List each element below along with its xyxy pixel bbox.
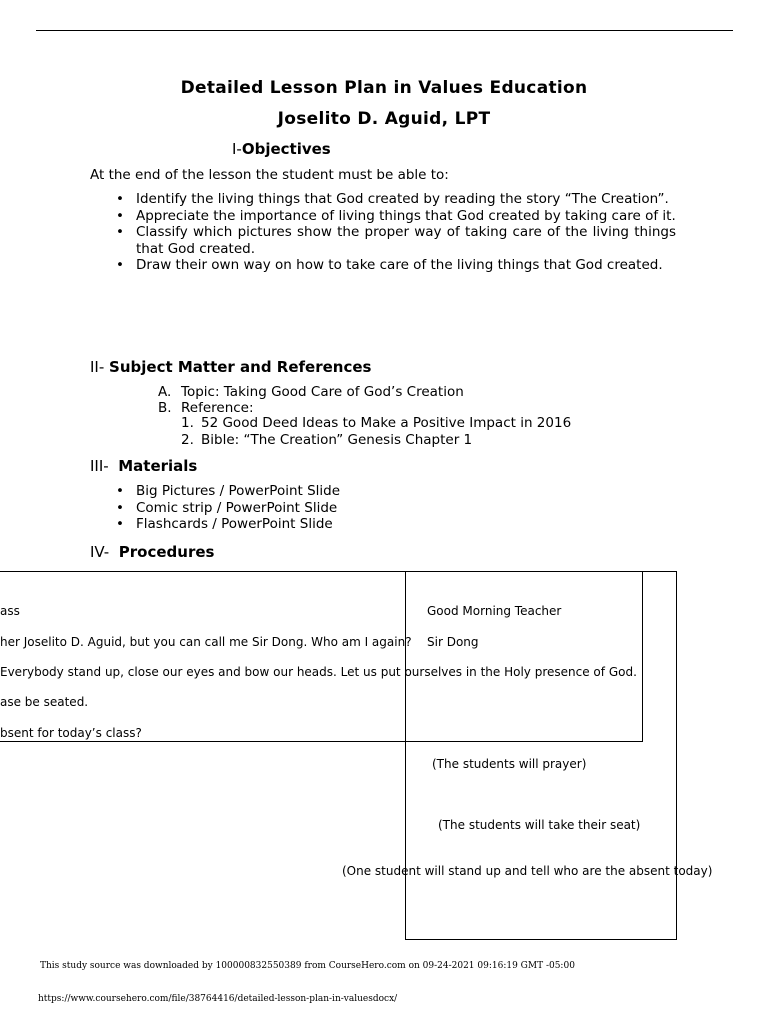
reference-marker: B. bbox=[158, 400, 172, 416]
topic-marker: A. bbox=[158, 384, 172, 400]
subject-matter-numeral: II- bbox=[90, 358, 105, 376]
list-item: • Big Pictures / PowerPoint Slide bbox=[116, 483, 340, 500]
objectives-intro: At the end of the lesson the student must be able to: bbox=[90, 167, 449, 183]
reference-label: Reference: bbox=[181, 400, 254, 416]
teacher-line-2: her Joselito D. Aguid, but you can call me Sir Dong. Who am I again? bbox=[0, 635, 412, 649]
reference-1-text: 52 Good Deed Ideas to Make a Positive Impact in 2016 bbox=[201, 415, 572, 431]
list-item: • Draw their own way on how to take care of the living things that God created. bbox=[116, 257, 676, 274]
student-line-5: (One student will stand up and tell who are the absent today) bbox=[342, 864, 713, 878]
objectives-heading bbox=[232, 140, 331, 158]
objectives-numeral: I- bbox=[232, 140, 242, 158]
subject-matter-title: Subject Matter and References bbox=[109, 358, 372, 376]
subject-matter-heading bbox=[90, 358, 371, 376]
top-rule bbox=[36, 30, 733, 31]
objectives-list bbox=[116, 191, 676, 274]
student-line-3: (The students will prayer) bbox=[432, 757, 587, 771]
objectives-title: Objectives bbox=[241, 140, 331, 158]
author-name: Joselito D. Aguid, LPT bbox=[277, 109, 491, 129]
list-item: • Classify which pictures show the proper way of taking care of the living things that God created. bbox=[116, 224, 676, 257]
reference-2-marker: 2. bbox=[181, 432, 194, 448]
student-line-4: (The students will take their seat) bbox=[438, 818, 641, 832]
list-item: • Appreciate the importance of living things that God created by taking care of it. bbox=[116, 208, 676, 225]
procedures-numeral: IV- bbox=[90, 543, 110, 561]
materials-list bbox=[116, 483, 340, 533]
document-title: Detailed Lesson Plan in Values Education bbox=[180, 78, 588, 98]
procedure-table-student-box bbox=[405, 571, 677, 940]
procedures-title: Procedures bbox=[118, 543, 215, 561]
student-line-1: Good Morning Teacher bbox=[427, 604, 562, 618]
reference-2-text: Bible: “The Creation” Genesis Chapter 1 bbox=[201, 432, 473, 448]
teacher-line-5: bsent for today’s class? bbox=[0, 726, 142, 740]
procedures-heading bbox=[90, 543, 214, 561]
list-item: • Identify the living things that God created by reading the story “The Creation”. bbox=[116, 191, 676, 208]
source-url[interactable]: https://www.coursehero.com/file/38764416/detailed-lesson-plan-in-valuesdocx/ bbox=[38, 994, 398, 1004]
materials-numeral: III- bbox=[90, 457, 109, 475]
teacher-line-1: ass bbox=[0, 604, 20, 618]
materials-heading bbox=[90, 457, 197, 475]
materials-title: Materials bbox=[118, 457, 198, 475]
list-item: • Comic strip / PowerPoint Slide bbox=[116, 500, 340, 517]
list-item: • Flashcards / PowerPoint Slide bbox=[116, 516, 340, 533]
teacher-line-3: Everybody stand up, close our eyes and bow our heads. Let us put ourselves in the Holy presence of God. bbox=[0, 665, 637, 679]
reference-1-marker: 1. bbox=[181, 415, 194, 431]
student-line-2: Sir Dong bbox=[427, 635, 479, 649]
teacher-line-4: ase be seated. bbox=[0, 695, 89, 709]
download-source-note: This study source was downloaded by 100000832550389 from CourseHero.com on 09-24-2021 09:16:19 GMT -05:00 bbox=[40, 961, 575, 971]
topic-text: Topic: Taking Good Care of God’s Creation bbox=[181, 384, 464, 400]
